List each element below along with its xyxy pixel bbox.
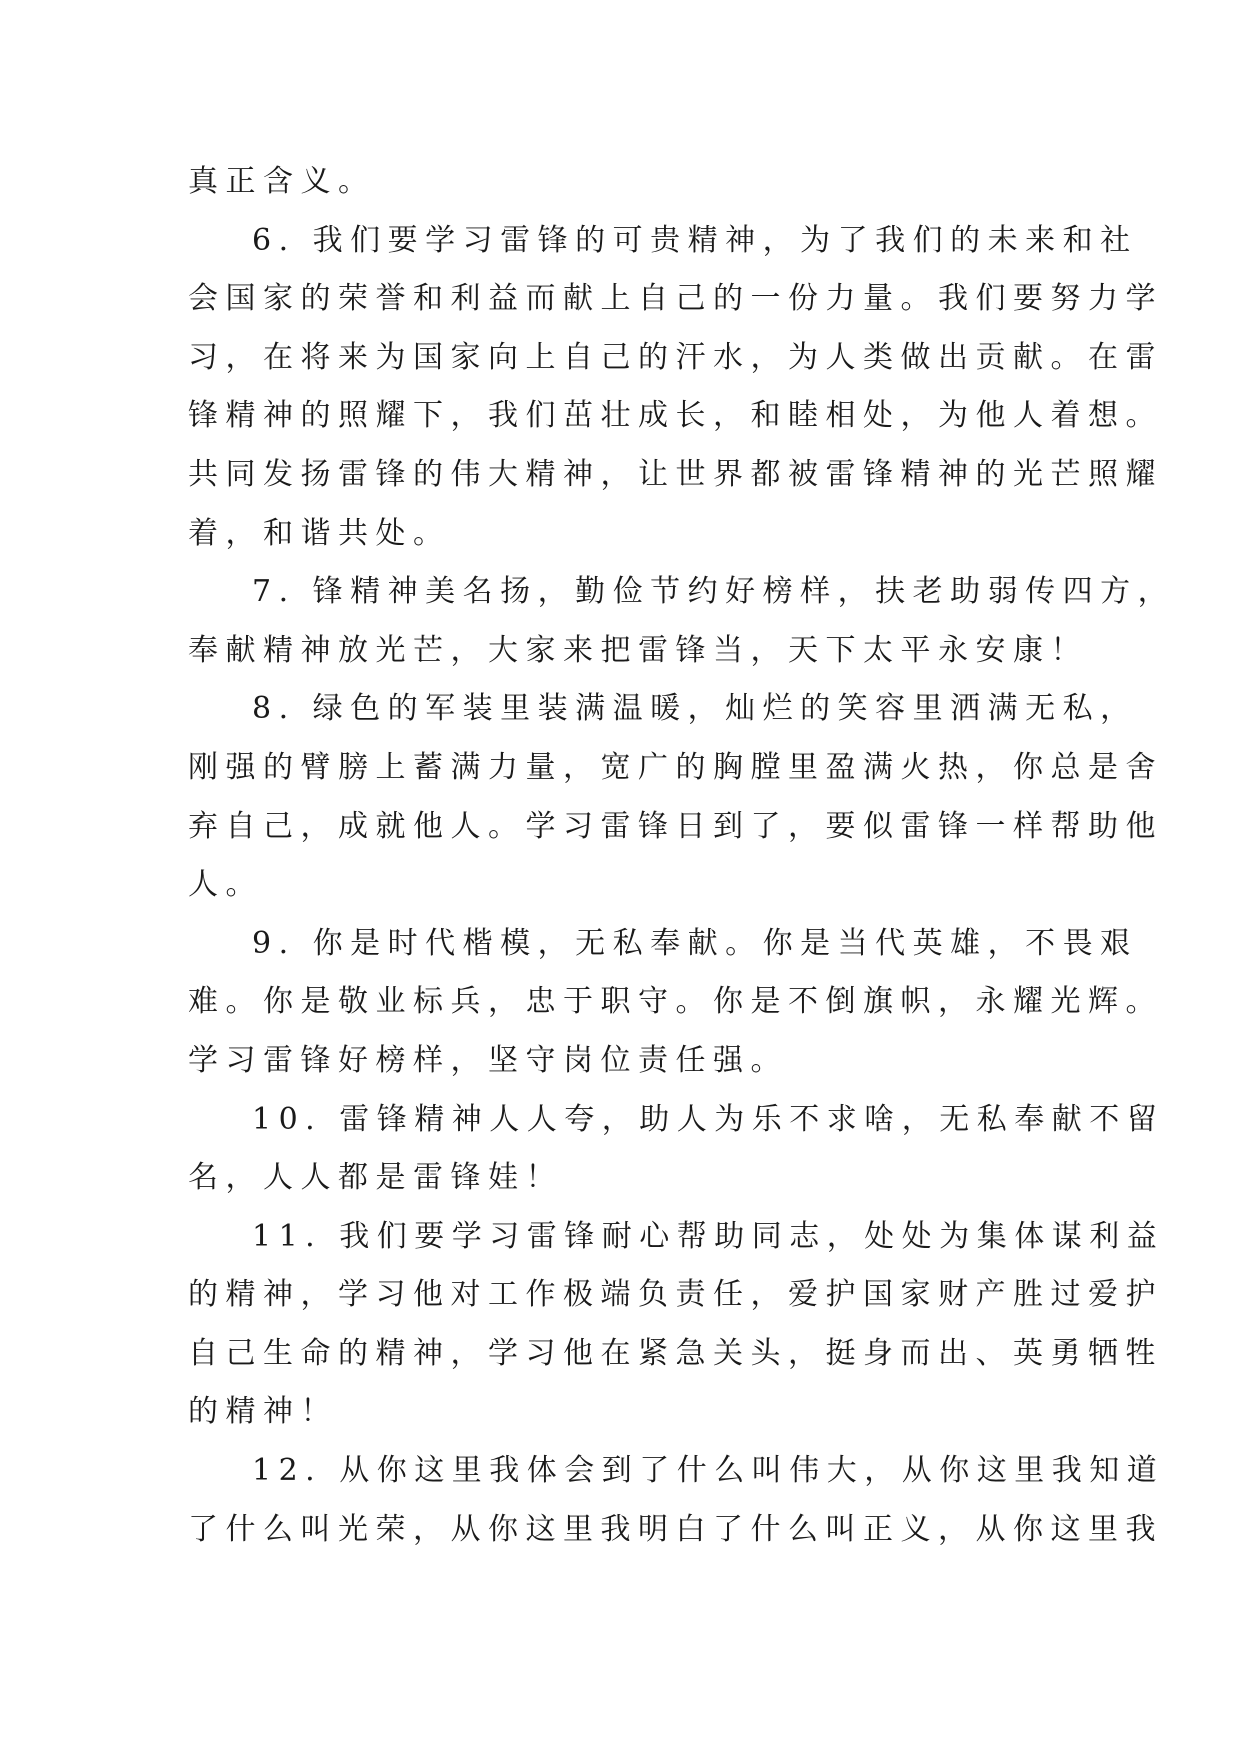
paragraph-7-line: 奉献精神放光芒，大家来把雷锋当，天下太平永安康！ bbox=[188, 632, 1088, 668]
paragraph-10-line: 名，人人都是雷锋娃！ bbox=[188, 1160, 563, 1196]
paragraph-12-line: 12. 从你这里我体会到了什么叫伟大，从你这里我知道 bbox=[252, 1453, 1165, 1489]
paragraph-6-line: 共同发扬雷锋的伟大精神，让世界都被雷锋精神的光芒照耀 bbox=[188, 456, 1163, 492]
paragraph-8-line: 弃自己，成就他人。学习雷锋日到了，要似雷锋一样帮助他 bbox=[188, 808, 1163, 844]
paragraph-8-line: 8. 绿色的军装里装满温暖，灿烂的笑容里洒满无私， bbox=[252, 691, 1138, 727]
paragraph-9-line: 难。你是敬业标兵，忠于职守。你是不倒旗帜，永耀光辉。 bbox=[188, 984, 1163, 1020]
paragraph-12-line: 了什么叫光荣，从你这里我明白了什么叫正义，从你这里我 bbox=[188, 1511, 1163, 1547]
document-body bbox=[188, 153, 1176, 1559]
text-line: 真正含义。 bbox=[188, 164, 376, 199]
paragraph-6-line: 习，在将来为国家向上自己的汗水，为人类做出贡献。在雷 bbox=[188, 339, 1163, 375]
paragraph-11-line: 的精神！ bbox=[188, 1394, 338, 1430]
paragraph-6-line: 会国家的荣誉和利益而献上自己的一份力量。我们要努力学 bbox=[188, 281, 1163, 317]
paragraph-9-line: 学习雷锋好榜样，坚守岗位责任强。 bbox=[188, 1042, 788, 1078]
paragraph-9-line: 9. 你是时代楷模，无私奉献。你是当代英雄，不畏艰 bbox=[252, 925, 1138, 961]
paragraph-10-line: 10. 雷锋精神人人夸，助人为乐不求啥，无私奉献不留 bbox=[252, 1101, 1165, 1137]
paragraph-7-line: 7. 锋精神美名扬，勤俭节约好榜样，扶老助弱传四方， bbox=[252, 574, 1176, 610]
paragraph-8-line: 刚强的臂膀上蓄满力量，宽广的胸膛里盈满火热，你总是舍 bbox=[188, 749, 1163, 785]
paragraph-11-line: 的精神，学习他对工作极端负责任，爱护国家财产胜过爱护 bbox=[188, 1277, 1163, 1313]
paragraph-6-line: 锋精神的照耀下，我们茁壮成长，和睦相处，为他人着想。 bbox=[188, 398, 1163, 434]
paragraph-8-line: 人。 bbox=[188, 867, 263, 903]
paragraph-11-line: 自己生命的精神，学习他在紧急关头，挺身而出、英勇牺牲 bbox=[188, 1335, 1163, 1371]
paragraph-6-line: 6. 我们要学习雷锋的可贵精神，为了我们的未来和社 bbox=[252, 222, 1138, 258]
paragraph-6-line: 着，和谐共处。 bbox=[188, 515, 451, 551]
paragraph-11-line: 11. 我们要学习雷锋耐心帮助同志，处处为集体谋利益 bbox=[252, 1218, 1165, 1254]
